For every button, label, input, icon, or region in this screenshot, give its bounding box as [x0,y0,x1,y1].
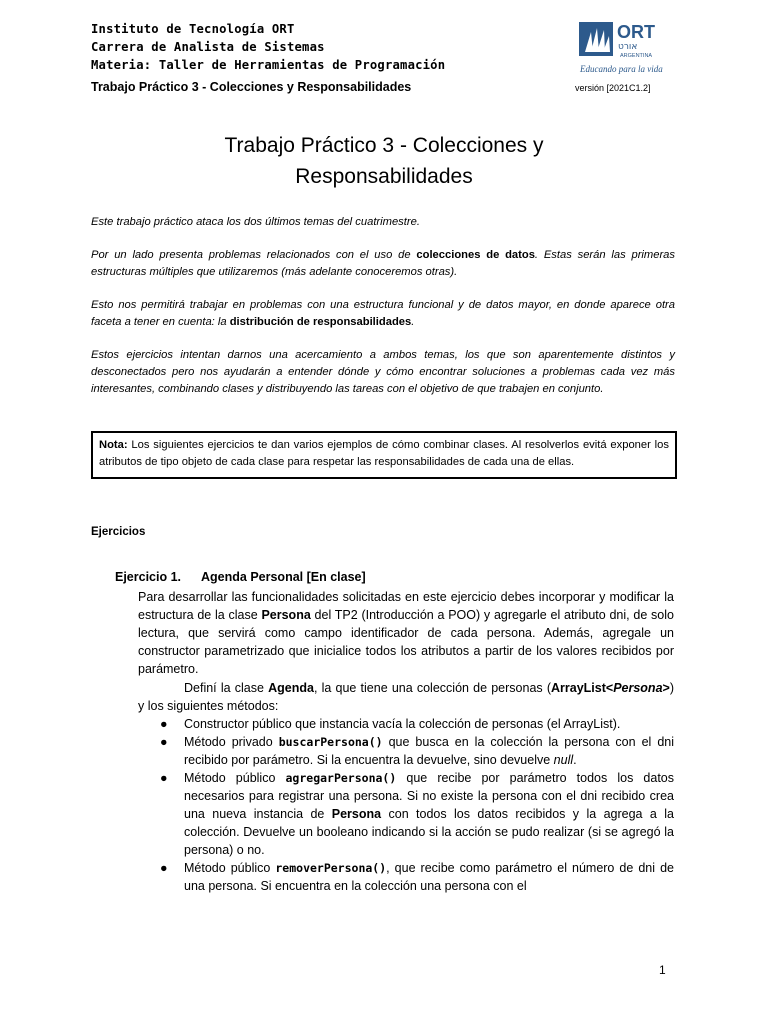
list-item: ● Método privado buscarPersona() que busca en la colección la persona con el dni recibido por parámetro. Si la encuentra la devuelve, sino devuelve null. [160,735,674,767]
list-item: ● Método público agregarPersona() que recibe por parámetro todos los datos necesarios para registrar una persona. Si no existe la persona con el dni recibido crea una nueva instancia de Persona con todos los datos recibidos y la agrega a la colección. Devuelve un booleano indicando si la acción se pudo realizar (si se agregó la persona) o no. [160,771,674,857]
institution-name: Instituto de Tecnología ORT [91,22,295,36]
note-label: Nota: [99,439,128,451]
exercise-paragraph-1: Para desarrollar las funcionalidades solicitadas en este ejercicio debes incorporar y modificar la estructura de la clase Persona del TP2 (Introducción a POO) y agregarle el atributo dni, de solo lectura, que servirá como campo identificador de cada persona. Además, agregale un constructor parametrizado que inicialice todos los atributos a partir de los valores recibidos por parámetro. [138,590,674,676]
list-item: ● Método público removerPersona(), que recibe como parámetro el número de dni de una persona. Si encuentra en la colección una persona con el [160,861,674,893]
note-text: Los siguientes ejercicios te dan varios ejemplos de cómo combinar clases. Al resolverlos evitá exponer los atributos de tipo objeto de cada clase para respetar las responsabilidades de cada una de ellas. [99,439,669,468]
logo-tagline: Educando para la vida [580,64,663,74]
ort-logo-icon [577,18,677,78]
logo-country: ARGENTINA [620,53,653,59]
methods-list [160,715,674,895]
bullet-icon: ● [160,735,168,749]
logo-name: ORT [617,22,655,42]
title-line-2: Responsabilidades [295,165,473,188]
logo-hebrew: אורט [618,42,638,52]
career-name: Carrera de Analista de Sistemas [91,40,325,54]
intro-paragraph-4: Estos ejercicios intentan darnos una acercamiento a ambos temas, los que son aparentemente distintos y desconectados pero nos ayudarán a entender dónde y cómo encontrar soluciones a problemas cada vez más interesantes, combinando clases y distribuyendo las tareas con el objetivo de que trabajen en conjunto. [91,349,675,395]
institution-header [91,20,445,74]
page-title [120,130,648,192]
exercise-number: Ejercicio 1. [115,570,182,584]
bullet-icon: ● [160,771,168,785]
intro-paragraph-3: Esto nos permitirá trabajar en problemas con una estructura funcional y de datos mayor, en donde aparece otra faceta a tener en cuenta: la distribución de responsabilidades. [91,299,675,328]
exercise-title: Agenda Personal [En clase] [201,570,366,584]
bullet-icon: ● [160,717,168,731]
note-box [91,431,677,479]
version-label: versión [2021C1.2] [575,83,651,93]
page-number: 1 [659,963,666,977]
intro-paragraph-2: Por un lado presenta problemas relacionados con el uso de colecciones de datos. Estas serán las primeras estructuras múltiples que utilizaremos (más adelante conoceremos otras). [91,249,675,278]
subject-name: Materia: Taller de Herramientas de Programación [91,58,446,72]
ort-logo [577,18,677,78]
list-item: ● Constructor público que instancia vacía la colección de personas (el ArrayList). [160,717,621,731]
title-line-1: Trabajo Práctico 3 - Colecciones y [224,134,544,157]
exercise-heading [115,570,366,584]
exercise-paragraph-2: Definí la clase Agenda, la que tiene una colección de personas (ArrayList<Persona>) y los siguientes métodos: [138,681,675,713]
bullet-icon: ● [160,861,168,875]
section-heading: Ejercicios [91,526,146,538]
intro-paragraph-1: Este trabajo práctico ataca los dos últimos temas del cuatrimestre. [91,216,420,228]
document-subtitle: Trabajo Práctico 3 - Colecciones y Responsabilidades [91,80,412,94]
